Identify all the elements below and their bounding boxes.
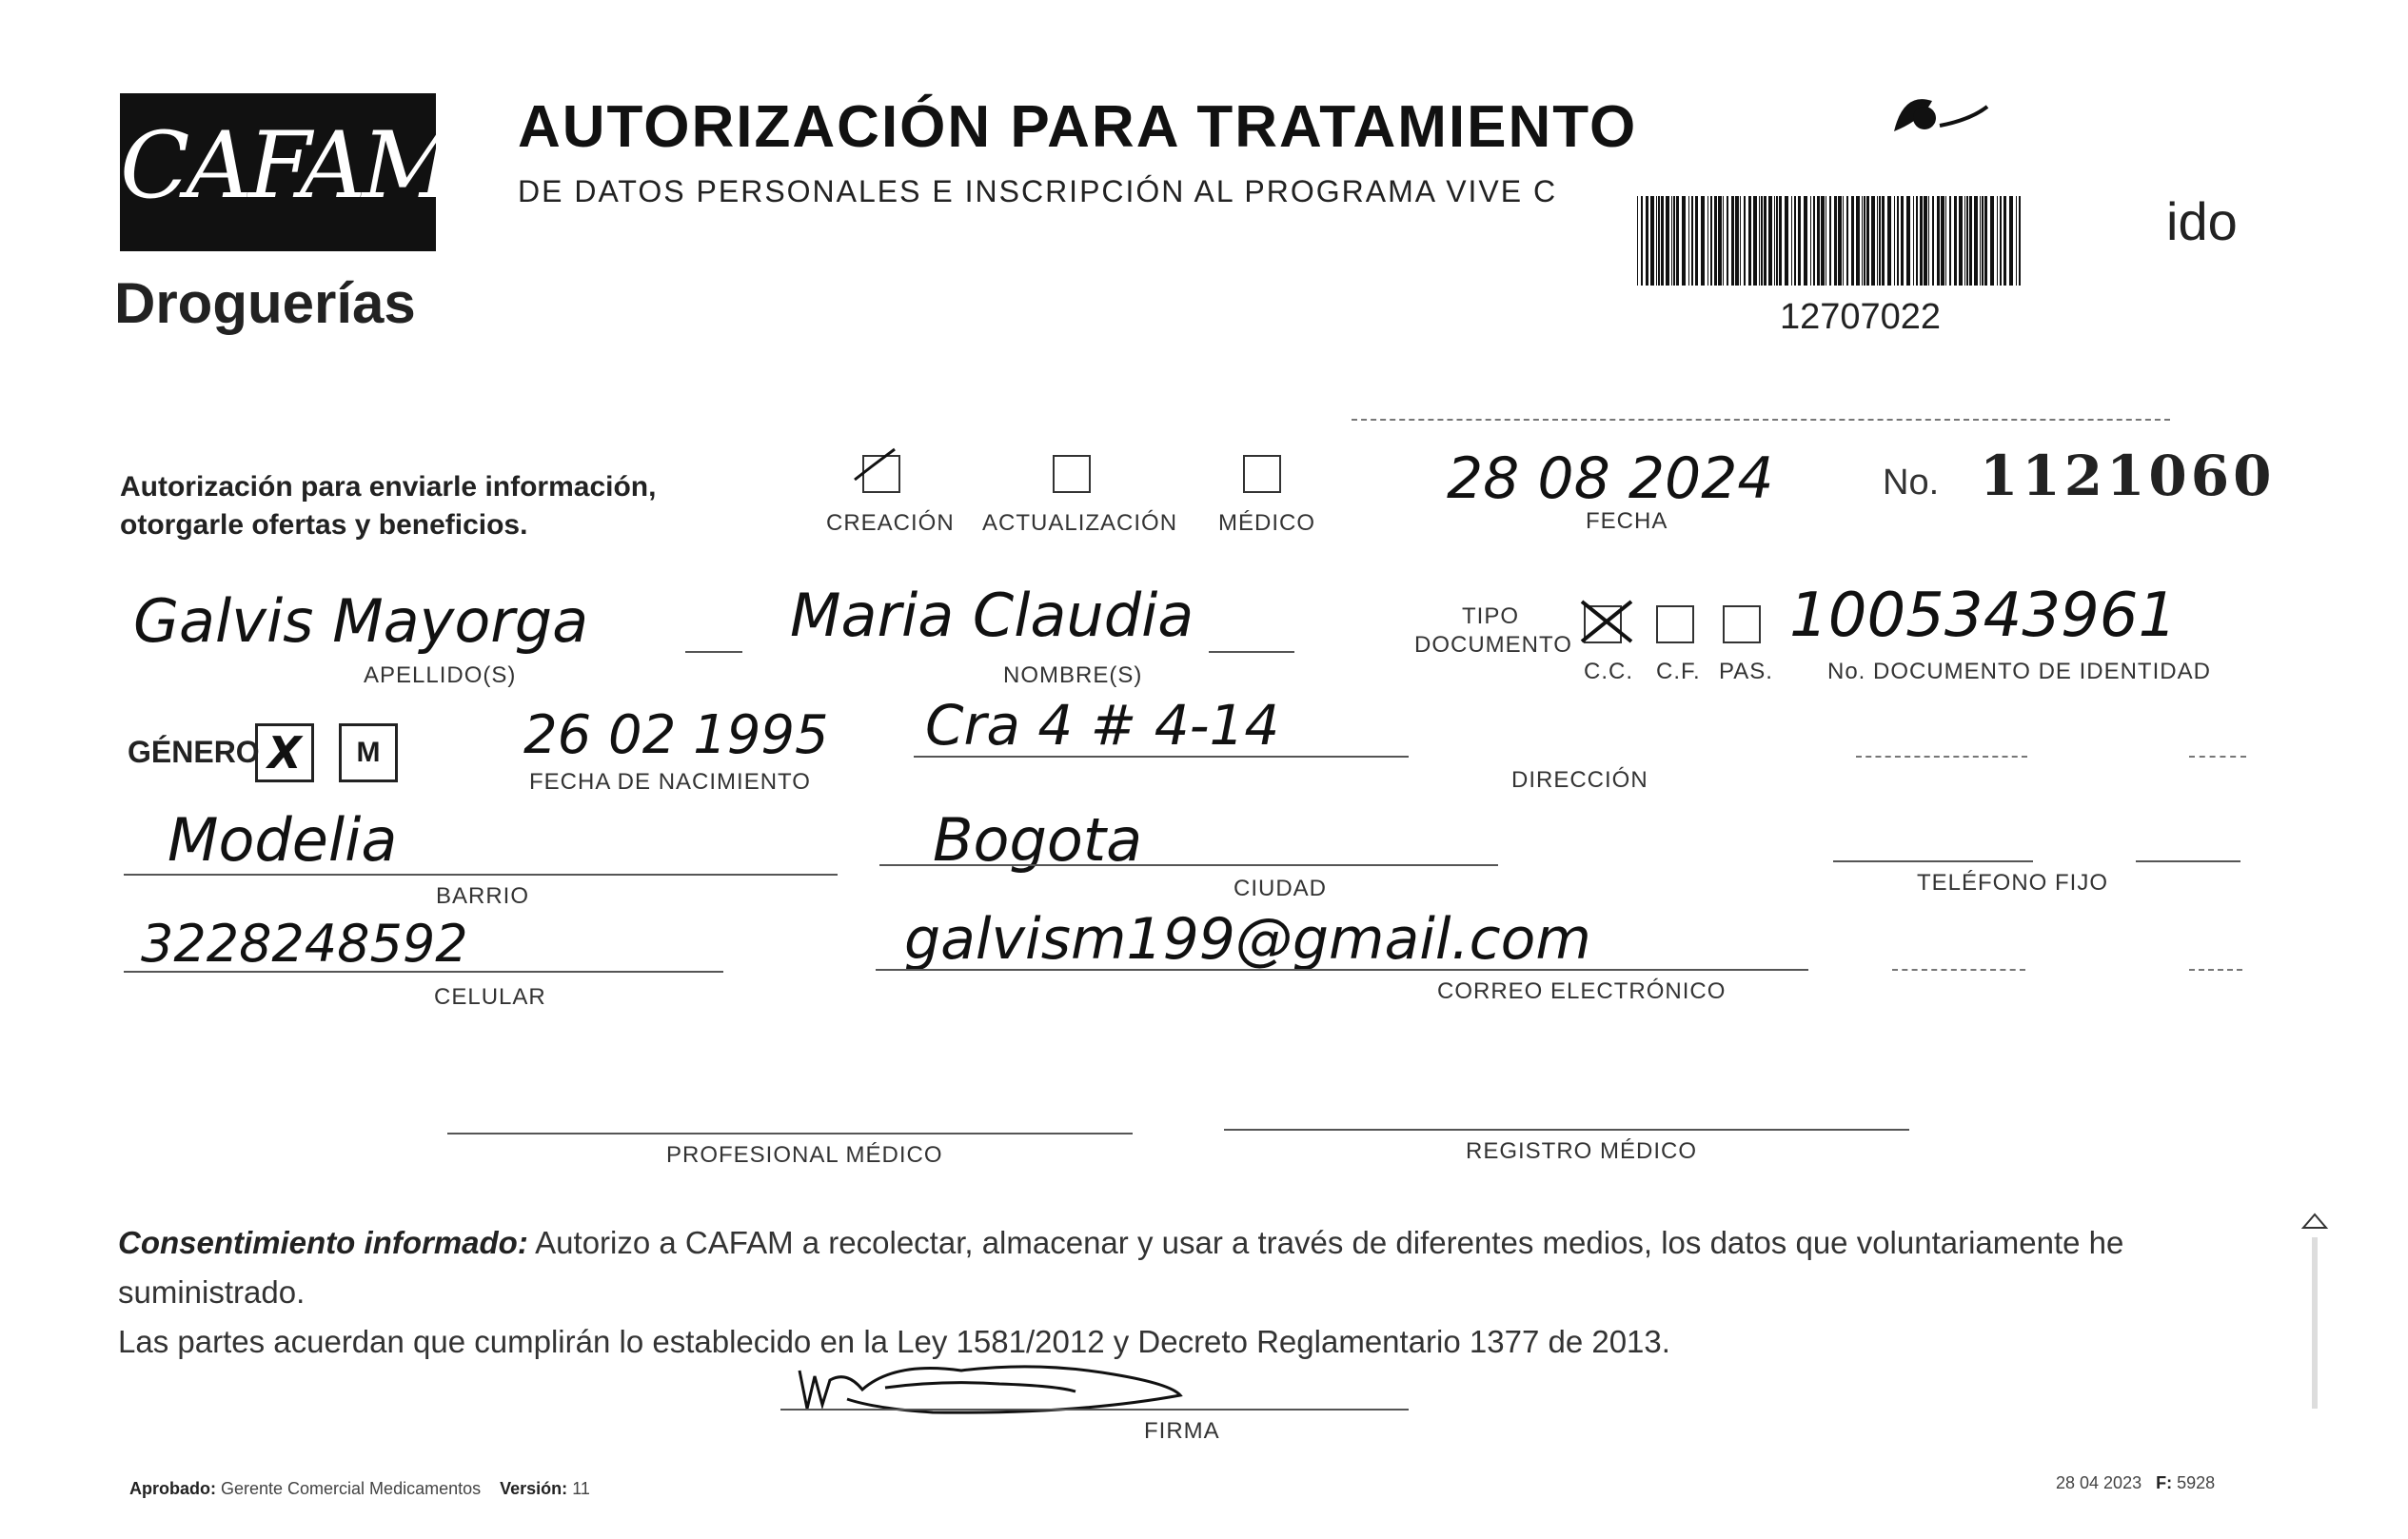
barcode-bar: [1928, 196, 1929, 286]
footer-date-code: [2056, 1473, 2215, 1493]
apellidos-label: APELLIDO(S): [364, 662, 517, 688]
option-label-actualizacion: ACTUALIZACIÓN: [982, 510, 1178, 536]
field-line: [879, 864, 1498, 866]
barcode-bar: [1862, 196, 1863, 286]
tipo-doc-label-1: TIPO: [1462, 603, 1520, 629]
barcode-bar: [1791, 196, 1792, 286]
barcode-bar: [1753, 196, 1757, 286]
fecha-value[interactable]: 28 08 2024: [1447, 445, 1774, 512]
correo-label: CORREO ELECTRÓNICO: [1437, 978, 1727, 1004]
correo-value[interactable]: galvism199@gmail.com: [904, 906, 1591, 973]
barcode-bar: [1851, 196, 1854, 286]
authorization-intro: [120, 468, 729, 544]
fecha-label: FECHA: [1586, 508, 1668, 534]
barcode-bar: [1794, 196, 1796, 286]
field-line: [1856, 756, 2027, 758]
doc-type-label-pas: PAS.: [1719, 659, 1773, 684]
barcode-bar: [1707, 196, 1708, 286]
genero-label: GÉNERO: [128, 735, 260, 769]
tipo-doc-label-2: DOCUMENTO: [1414, 632, 1572, 658]
barcode-bar: [1843, 196, 1844, 286]
ciudad-value[interactable]: Bogota: [933, 805, 1143, 875]
barcode-bar: [1785, 196, 1788, 286]
checkbox-medico[interactable]: [1243, 455, 1281, 493]
barrio-value[interactable]: Modelia: [168, 805, 398, 875]
checkbox-pas[interactable]: [1723, 605, 1761, 643]
barcode-bar: [1964, 196, 1965, 286]
barcode-bar: [2000, 196, 2002, 286]
barcode-bar: [1727, 196, 1728, 286]
field-line: [2189, 756, 2246, 758]
footer-approval: [129, 1479, 590, 1499]
form-code-value: 5928: [2177, 1473, 2216, 1492]
barcode-bar: [1920, 196, 1923, 286]
field-line: [1892, 969, 2025, 971]
registro-medico-line[interactable]: [1224, 1129, 1909, 1131]
celular-value[interactable]: 3228248592: [141, 914, 468, 974]
barcode-bar: [1945, 196, 1946, 286]
checkbox-creacion[interactable]: [862, 455, 900, 493]
form-subtitle: DE DATOS PERSONALES E INSCRIPCIÓN AL PROGRAMA VIVE C: [518, 174, 1558, 208]
barcode-bar: [1676, 196, 1679, 286]
telefono-label[interactable]: TELÉFONO FIJO: [1917, 870, 2109, 896]
barcode-bar: [2016, 196, 2017, 286]
form-title: AUTORIZACIÓN PARA TRATAMIENTO: [518, 94, 1638, 160]
form-number: 1121060: [1980, 444, 2276, 508]
barcode-bar: [1671, 196, 1672, 286]
barcode-bar: [1894, 196, 1895, 286]
barcode-icon: [1637, 196, 2022, 286]
eye-logo-icon: [1885, 82, 1999, 148]
doc-number-label: No. DOCUMENTO DE IDENTIDAD: [1827, 659, 2211, 684]
checkbox-genero-m[interactable]: [339, 723, 398, 782]
barcode-bar: [1982, 196, 1984, 286]
barcode-bar: [1714, 196, 1717, 286]
barcode-bar: [1897, 196, 1899, 286]
version-label: Versión:: [500, 1479, 568, 1498]
barcode-bar: [1954, 196, 1957, 286]
genero-m-label: M: [356, 737, 381, 768]
intro-line-1: Autorización para enviarle información,: [120, 471, 657, 503]
barcode-bar: [1810, 196, 1811, 286]
version-value: 11: [572, 1479, 590, 1498]
checkbox-actualizacion[interactable]: [1053, 455, 1091, 493]
barcode-bar: [1969, 196, 1972, 286]
option-label-medico: MÉDICO: [1218, 510, 1315, 536]
barcode-bar: [1864, 196, 1865, 286]
barcode-bar: [1710, 196, 1712, 286]
aprobado-label: Aprobado:: [129, 1479, 216, 1498]
barcode-bar: [1941, 196, 1944, 286]
barcode-bar: [1937, 196, 1940, 286]
option-label-creacion: CREACIÓN: [826, 510, 955, 536]
firma-line[interactable]: [780, 1409, 1409, 1411]
barcode-bar: [1650, 196, 1654, 286]
barcode-bar: [1901, 196, 1904, 286]
barcode-bar: [1673, 196, 1675, 286]
barcode-bar: [1646, 196, 1648, 286]
consent-label: Consentimiento informado:: [118, 1225, 528, 1260]
celular-label: CELULAR: [434, 984, 546, 1010]
form-number-label: No.: [1883, 463, 1940, 503]
divider: [1352, 419, 2170, 421]
barcode-bar: [1637, 196, 1638, 286]
barcode-bar: [1829, 196, 1831, 286]
barcode-bar: [1974, 196, 1978, 286]
barcode-bar: [1798, 196, 1801, 286]
doc-number-value[interactable]: 1005343961: [1789, 581, 2178, 651]
barcode-bar: [1856, 196, 1860, 286]
barcode-bar: [2003, 196, 2006, 286]
brand-subtitle: Droguerías: [114, 271, 416, 335]
direccion-value[interactable]: Cra 4 # 4-14: [925, 693, 1280, 758]
barcode-bar: [1913, 196, 1914, 286]
barcode-bar: [1834, 196, 1837, 286]
field-line: [124, 971, 723, 973]
aprobado-value: Gerente Comercial Medicamentos: [221, 1479, 482, 1498]
barcode-bar: [1656, 196, 1657, 286]
barcode-bar: [1804, 196, 1807, 286]
checkbox-cc[interactable]: [1584, 605, 1622, 643]
barcode-bar: [1821, 196, 1825, 286]
barcode-bar: [1980, 196, 1981, 286]
field-line: [2189, 969, 2242, 971]
barcode-bar: [1731, 196, 1734, 286]
barcode-bar: [1959, 196, 1963, 286]
intro-line-2: otorgarle ofertas y beneficios.: [120, 509, 528, 541]
barcode-bar: [1682, 196, 1686, 286]
barcode-number: 12707022: [1780, 297, 1942, 337]
barcode-bar: [1916, 196, 1918, 286]
consent-text-1: Autorizo a CAFAM a recolectar, almacenar y usar a través de diferentes medios, los datos que voluntariamente he suministrado.: [118, 1225, 2124, 1310]
barcode-bar: [2009, 196, 2013, 286]
consent-line-1: [118, 1218, 2250, 1317]
recycle-icon: [2294, 1209, 2336, 1428]
barcode-bar: [1984, 196, 1987, 286]
barcode-bar: [1813, 196, 1815, 286]
barcode-bar: [1723, 196, 1724, 286]
barcode-bar: [1740, 196, 1741, 286]
field-line: [1209, 651, 1294, 653]
field-line: [876, 969, 1808, 971]
barcode-bar: [1882, 196, 1885, 286]
barcode-bar: [1990, 196, 1994, 286]
barcode-bar: [1748, 196, 1751, 286]
barcode-bar: [1871, 196, 1875, 286]
nombres-value[interactable]: Maria Claudia: [790, 581, 1194, 650]
doc-type-label-cc: C.C.: [1584, 659, 1633, 684]
barcode-bar: [1887, 196, 1891, 286]
profesional-medico-line[interactable]: [447, 1133, 1133, 1135]
fecha-nacimiento-label: FECHA DE NACIMIENTO: [529, 769, 811, 795]
barcode-bar: [1666, 196, 1669, 286]
nombres-label: NOMBRE(S): [1003, 662, 1143, 688]
barcode-bar: [1691, 196, 1693, 286]
barcode-bar: [1817, 196, 1820, 286]
barcode-bar: [1718, 196, 1722, 286]
barcode-bar: [1768, 196, 1772, 286]
field-line: [685, 651, 742, 653]
signature-image: [790, 1342, 1209, 1428]
barcode-bar: [1776, 196, 1778, 286]
genero-f-mark: X: [267, 727, 302, 779]
cropped-text-fragment: ido: [2166, 191, 2238, 251]
barcode-bar: [1866, 196, 1869, 286]
registro-medico-label: REGISTRO MÉDICO: [1466, 1138, 1698, 1164]
consent-line-2: Las partes acuerdan que cumplirán lo establecido en la Ley 1581/2012 y Decreto Reglamentario 1377 de 2013.: [118, 1324, 1670, 1359]
ciudad-label: CIUDAD: [1234, 876, 1328, 901]
telefono-line: [2136, 860, 2240, 862]
barcode-bar: [1761, 196, 1763, 286]
fecha-nacimiento-value[interactable]: 26 02 1995: [523, 704, 829, 766]
barcode-bar: [1838, 196, 1842, 286]
barcode-bar: [1695, 196, 1698, 286]
barcode-bar: [1735, 196, 1739, 286]
barcode-bar: [1688, 196, 1689, 286]
field-line: [124, 874, 838, 876]
apellidos-value[interactable]: Galvis Mayorga: [133, 586, 589, 656]
barcode-bar: [1906, 196, 1910, 286]
barcode-bar: [1924, 196, 1927, 286]
profesional-medico-label: PROFESIONAL MÉDICO: [666, 1142, 943, 1168]
barcode-bar: [1877, 196, 1878, 286]
barcode-bar: [1932, 196, 1934, 286]
barcode-bar: [1701, 196, 1705, 286]
field-line: [914, 756, 1409, 758]
barcode-bar: [1966, 196, 1968, 286]
barcode-bar: [1997, 196, 1998, 286]
barrio-label: BARRIO: [436, 883, 530, 909]
firma-label: FIRMA: [1144, 1418, 1220, 1444]
doc-type-label-cf: C.F.: [1656, 659, 1701, 684]
checkbox-cf[interactable]: [1656, 605, 1694, 643]
barcode-bar: [1641, 196, 1643, 286]
barcode-bar: [1949, 196, 1951, 286]
direccion-label: DIRECCIÓN: [1511, 767, 1648, 793]
cafam-logo: CAFAM: [120, 112, 452, 219]
checkbox-genero-f[interactable]: [255, 723, 314, 782]
barcode-bar: [1759, 196, 1760, 286]
barcode-bar: [1779, 196, 1782, 286]
footer-date: 28 04 2023: [2056, 1473, 2142, 1492]
barcode-bar: [1774, 196, 1775, 286]
barcode-bar: [1744, 196, 1746, 286]
telefono-line: [1833, 860, 2033, 862]
barcode-bar: [1846, 196, 1848, 286]
barcode-bar: [1879, 196, 1881, 286]
barcode-bar: [1764, 196, 1767, 286]
barcode-bar: [1661, 196, 1664, 286]
form-code-label: F:: [2156, 1473, 2173, 1492]
barcode-bar: [1658, 196, 1660, 286]
barcode-bar: [2019, 196, 2021, 286]
